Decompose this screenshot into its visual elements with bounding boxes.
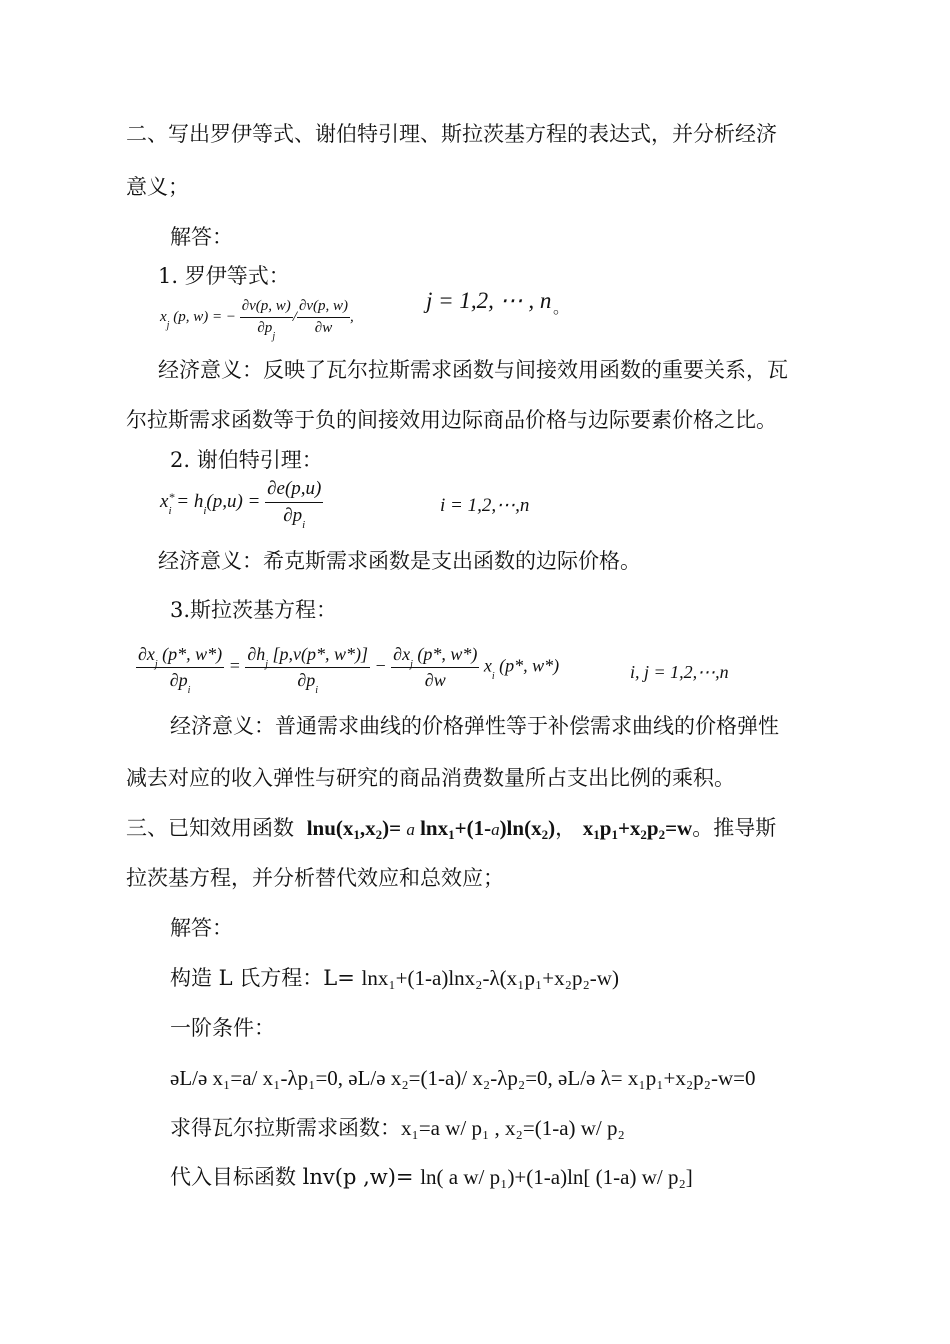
roy-num-1: ∂v(p, w) — [240, 298, 293, 318]
q3-budget-constraint: $x_1p_1+x_2p_2=w$ — [582, 816, 693, 842]
roy-lhs-sub: j — [166, 319, 170, 331]
shephard-heading: 2. 谢伯特引理： — [170, 448, 323, 472]
q3-objective: 代入目标函数 lnv(p ,w)= ln( a w/ p₁)+(1-a)ln[ (1-a) w/ p₂] — [170, 1165, 693, 1189]
roy-meaning-1: 经济意义：反映了瓦尔拉斯需求函数与间接效用函数的重要关系，瓦 — [158, 358, 788, 382]
roy-comma: , — [350, 308, 354, 325]
roy-den-2: ∂w — [314, 320, 333, 336]
shephard-formula: $x^*_i = h_i(p,u)$ = $\frac{\partial e(p,u)}{\partial p_i}$ — [160, 478, 322, 531]
roy-num-2: ∂v(p, w) — [297, 298, 350, 318]
roy-heading: 1. 罗伊等式： — [158, 264, 290, 288]
roy-range: j = 1,2, ⋯ , n — [426, 288, 552, 313]
slutsky-meaning-2: 减去对应的收入弹性与研究的商品消费数量所占支出比例的乘积。 — [126, 766, 735, 790]
roy-formula — [160, 298, 354, 342]
q2-line2: 意义； — [126, 175, 189, 199]
roy-fraction-2 — [297, 298, 350, 337]
q3-line2: 拉茨基方程，并分析替代效应和总效应； — [126, 866, 504, 890]
shephard-fraction: $\frac{\partial e(p,u)}{\partial p_i}$ — [267, 478, 322, 531]
slutsky-term-3: $\frac{\partial x_j (p*, w*)}{\partial w}$ — [393, 644, 478, 690]
q3-foc-label: 一阶条件： — [170, 1016, 275, 1040]
slutsky-term-2: $\frac{\partial h_j [p,v(p*, w*)]}{\partial p_i}$ — [247, 644, 369, 696]
q3-line1: 三、已知效用函数 $\ln u(x_1,x_2)= a$ $\ln x_1+(1-a)\ln(x_2)$， $x_1p_1+x_2p_2=w$。推导斯 — [126, 816, 777, 842]
shephard-range: i = 1,2,⋯,n — [440, 495, 530, 516]
slutsky-range: i, j = 1,2,⋯,n — [630, 662, 729, 682]
slutsky-heading: 3.斯拉茨基方程： — [170, 598, 338, 622]
roy-period: 。 — [553, 298, 570, 317]
slutsky-formula: $\frac{\partial x_j (p*, w*)}{\partial p_i}$ = $\frac{\partial h_j [p,v(p*, w*)]}{\partial p_i}$ − $\frac{\partial x_j (p*, w*)}{\partial w}$ $x_i$ (p*, w*) — [138, 644, 560, 696]
q3-walras: 求得瓦尔拉斯需求函数：x₁=a w/ p₁ , x₂=(1-a) w/ p₂ — [170, 1116, 625, 1140]
q3-foc-expr: əL/ə x₁=a/ x₁-λp₁=0, əL/ə x₂=(1-a)/ x₂-λp₂=0, əL/ə λ= x₁p₁+x₂p₂-w=0 — [170, 1066, 756, 1090]
roy-den-1: $\partial p_j$ — [257, 320, 276, 342]
q3-lagrangian: 构造 L 氏方程：L= lnx₁+(1-a)lnx₂-λ(x₁p₁+x₂p₂-w) — [170, 966, 619, 990]
roy-slash: / — [292, 308, 297, 325]
q3-answer-label: 解答： — [170, 916, 233, 940]
roy-fraction-1 — [240, 298, 293, 342]
q3-utility-function: $\ln u(x_1,x_2)= a$ $\ln x_1+(1-a)\ln(x_2)$ — [306, 816, 556, 842]
roy-lhs: x — [160, 308, 167, 325]
slutsky-term-1: $\frac{\partial x_j (p*, w*)}{\partial p_i}$ — [138, 644, 223, 696]
slutsky-meaning-1: 经济意义：普通需求曲线的价格弹性等于补偿需求曲线的价格弹性 — [170, 714, 779, 738]
q2-line1: 二、写出罗伊等式、谢伯特引理、斯拉茨基方程的表达式，并分析经济 — [126, 122, 777, 146]
roy-lhs-args: (p, w) = − — [173, 308, 236, 325]
shephard-meaning: 经济意义：希克斯需求函数是支出函数的边际价格。 — [158, 549, 641, 573]
roy-meaning-2: 尔拉斯需求函数等于负的间接效用边际商品价格与边际要素价格之比。 — [126, 408, 777, 432]
q2-answer-label: 解答： — [170, 225, 233, 249]
